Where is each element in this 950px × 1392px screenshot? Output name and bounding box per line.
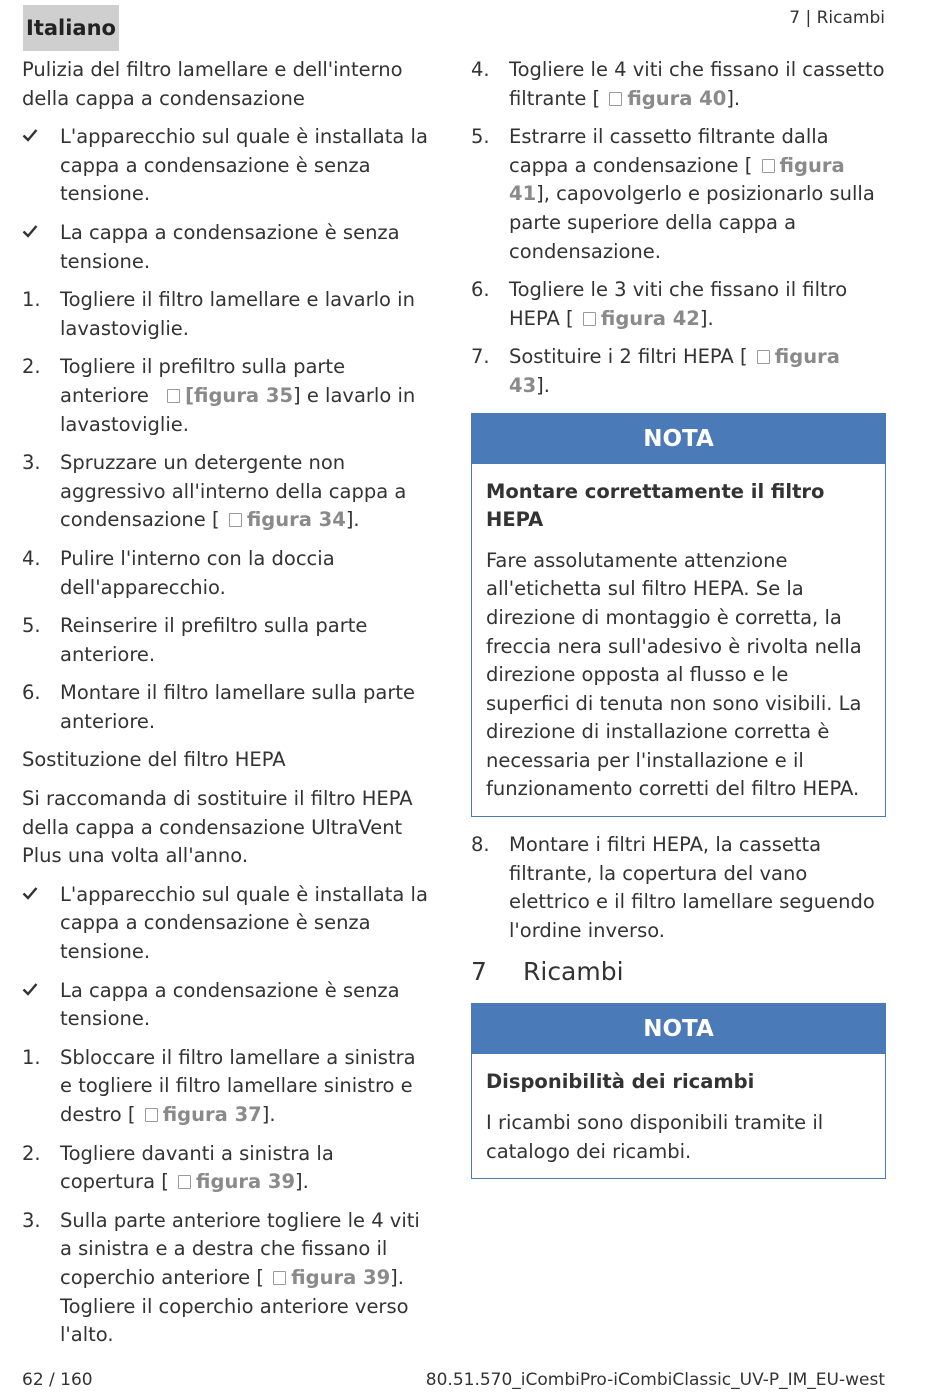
step-item [471,56,886,113]
step-item [471,123,886,266]
step-text: Pulire l'interno con la doccia dell'apparecchio. [60,546,335,599]
step-number: 3. [22,451,41,475]
step-text-pre: Sulla parte anteriore togliere le 4 viti a sinistra e a destra che fissano il coperchio anteriore [ [60,1208,420,1289]
figure-link[interactable]: figura 34 [246,508,346,532]
step-text-post: ]. [536,373,550,397]
checkmark-icon [22,981,38,997]
section-header: 7 | Ricambi [789,8,885,28]
right-column [471,56,886,1193]
step-item [22,286,432,343]
step-item [22,1207,432,1350]
step-text-post: ]. [726,86,741,110]
figure-icon [583,312,596,326]
step-item [22,679,432,736]
step-text-pre: Spruzzare un detergente non aggressivo all'interno della cappa a condensazione [ [60,451,407,532]
check-text: La cappa a condensazione è senza tensione. [60,220,400,273]
step-text-post: ], capovolgerlo e posizionarlo sulla parte superiore della cappa a condensazione. [509,182,875,263]
figure-icon [757,350,770,364]
step-number: 6. [471,278,490,302]
step-number: 1. [22,288,41,312]
note-box-spare-parts [471,1003,886,1179]
check-item [22,881,432,967]
figure-icon [167,389,180,403]
checkmark-icon [22,127,38,143]
paragraph-hepa: Si raccomanda di sostituire il filtro HEPA della cappa a condensazione UltraVent Plus una volta all'anno. [22,787,413,868]
step-item [471,831,886,945]
step-item [22,353,432,439]
step-text-post: ]. [261,1103,276,1126]
figure-icon [229,513,242,527]
step-number: 2. [22,355,41,379]
step-text-pre: Sostituire i 2 filtri HEPA [ [509,345,748,369]
figure-icon [273,1271,286,1285]
check-item [22,123,432,209]
step-number: 1. [22,1045,41,1069]
chapter-heading [471,955,886,989]
note-text: Fare assolutamente attenzione all'etichetta sul filtro HEPA. Se la direzione di montaggio è corretta, la freccia nera sull'adesivo è rivolta nella direzione opposta al flusso e le superfici di tenuta non sono visibili. La direzione di installazione corretta è necessaria per l'installazione e il funzionamento corretti del filtro HEPA. [486,548,862,801]
figure-link[interactable]: figura 43 [509,345,840,397]
chapter-number: 7 [471,957,487,987]
step-item [22,449,432,535]
note-body [472,1054,885,1178]
note-box-hepa [471,413,886,818]
step-text: Montare i filtri HEPA, la cassetta filtrante, la copertura del vano elettrico e il filtro lamellare seguendo l'ordine inverso. [509,833,875,942]
step-text: Reinserire il prefiltro sulla parte anteriore. [60,614,368,666]
check-text: L'apparecchio sul quale è installata la cappa a condensazione è senza tensione. [60,882,428,964]
step-text-pre: Estrarre il cassetto filtrante dalla cappa a condensazione [ [509,125,829,177]
figure-link[interactable]: figura 41 [509,153,845,206]
note-title: Montare correttamente il filtro HEPA [486,479,825,532]
left-column [22,56,432,1360]
language-tab: Italiano [23,5,119,51]
note-text: I ricambi sono disponibili tramite il catalogo dei ricambi. [486,1111,824,1163]
step-number: 5. [22,614,41,638]
note-header: NOTA [472,1004,885,1054]
step-text-pre: Togliere davanti a sinistra la copertura [ [60,1141,334,1194]
step-item [22,545,432,602]
checkmark-icon [22,885,38,901]
step-text-pre: Togliere le 3 viti che fissano il filtro HEPA [ [509,278,848,330]
subheading-cleaning: Pulizia del filtro lamellare e dell'interno della cappa a condensazione [22,58,403,110]
subheading-hepa: Sostituzione del filtro HEPA [22,748,286,772]
figure-link[interactable]: figura 42 [600,306,700,330]
figure-icon [145,1108,158,1122]
step-text-pre: Sbloccare il filtro lamellare a sinistra e togliere il filtro lamellare sinistro e destro [ [60,1045,416,1126]
step-text-post: ]. Togliere il coperchio anteriore verso l'alto. [60,1265,409,1347]
step-number: 2. [22,1141,41,1165]
figure-link[interactable]: [figura 35 [185,383,294,407]
note-title: Disponibilità dei ricambi [486,1070,755,1094]
step-number: 3. [22,1208,41,1232]
figure-icon [178,1175,191,1189]
document-id: 80.51.570_iCombiPro-iCombiClassic_UV-P_IM_EU-west [425,1370,885,1390]
figure-link[interactable]: figura 39 [196,1170,296,1194]
figure-link[interactable]: figura 40 [627,86,727,110]
note-body [472,464,885,817]
step-item [22,612,432,669]
step-number: 8. [471,833,490,857]
step-text-post: ]. [699,306,714,330]
step-text: Montare il filtro lamellare sulla parte anteriore. [60,681,416,733]
step-number: 7. [471,345,490,369]
note-header: NOTA [472,414,885,464]
step-text-post: ] e lavarlo in lavastoviglie. [60,383,416,436]
step-item [471,276,886,333]
step-text-post: ]. [295,1170,309,1194]
step-text-post: ]. [345,508,360,532]
step-item [22,1044,432,1130]
check-item [22,977,432,1034]
step-number: 4. [22,546,41,570]
checkmark-icon [22,223,38,239]
step-number: 5. [471,125,490,149]
check-item [22,219,432,276]
step-number: 6. [22,681,41,705]
step-item [22,1140,432,1197]
step-text-pre: Togliere le 4 viti che fissano il cassetto filtrante [ [509,58,885,110]
check-text: La cappa a condensazione è senza tensione. [60,978,400,1031]
check-text: L'apparecchio sul quale è installata la cappa a condensazione è senza tensione. [60,125,428,206]
step-text: Togliere il filtro lamellare e lavarlo in lavastoviglie. [60,288,415,340]
step-number: 4. [471,58,490,81]
figure-icon [609,92,622,106]
figure-icon [762,159,775,173]
figure-link[interactable]: figura 37 [162,1103,262,1126]
step-item [471,343,886,400]
step-text-pre: Togliere il prefiltro sulla parte anteriore [60,355,346,407]
chapter-title: Ricambi [523,957,624,987]
page-number: 62 / 160 [22,1370,93,1390]
figure-link[interactable]: figura 39 [291,1265,391,1289]
